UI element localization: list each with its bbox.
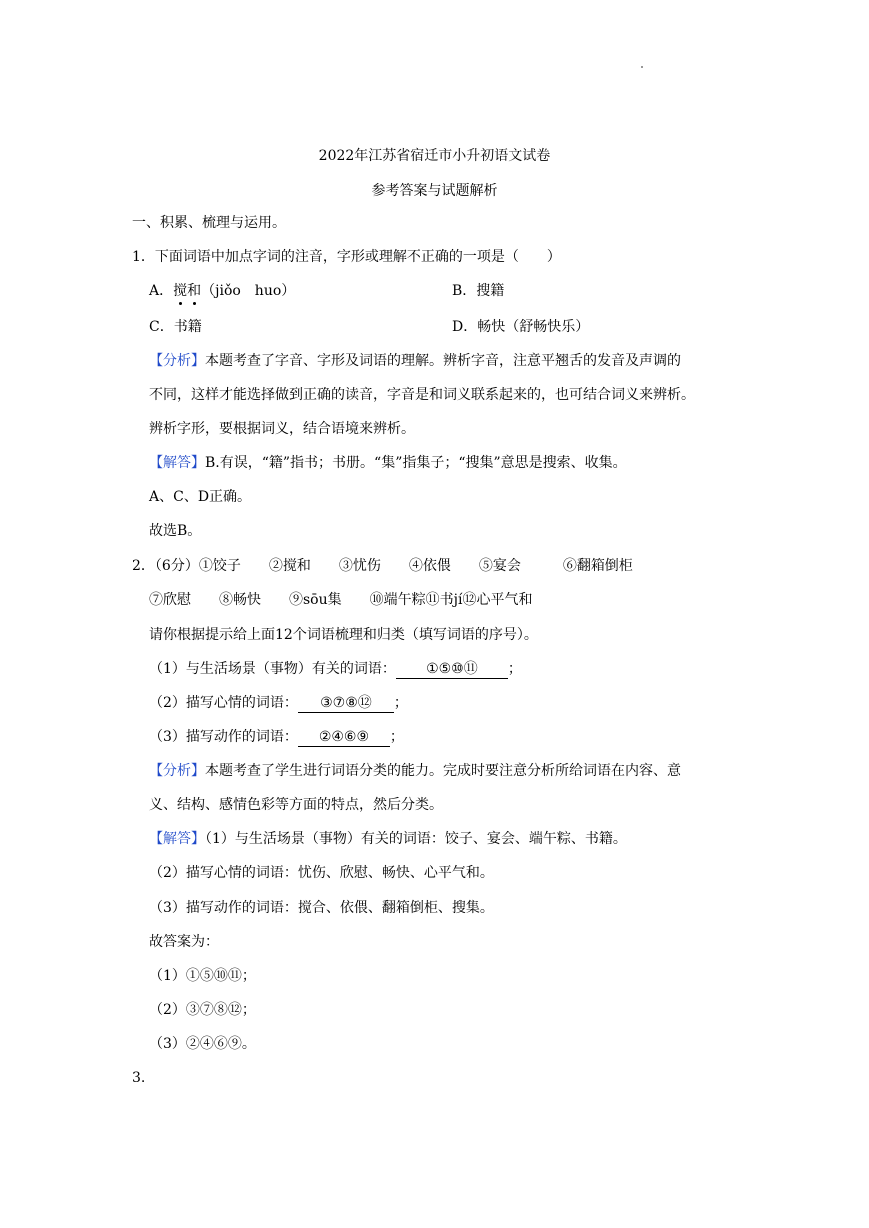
q2-part-1-label: （1）与生活场景（事物）有关的词语： <box>149 661 396 677</box>
header-dot <box>641 66 643 68</box>
q1-option-b: B．搜籍 <box>452 283 505 299</box>
q1-option-d: D．畅快（舒畅快乐） <box>452 319 590 335</box>
q2-stem-line-3: 请你根据提示给上面12个词语梳理和归类（填写词语的序号）。 <box>149 627 538 643</box>
q2-stem-line-2: ⑦欣慰 ⑧畅快 ⑨sōu集 ⑩端午粽⑪书jí⑫心平气和 <box>149 592 533 608</box>
q2-answer-line-2: （2）描写心情的词语：忧伤、欣慰、畅快、心平气和。 <box>149 865 494 881</box>
q1-answer-tag: 【解答】 <box>149 455 205 471</box>
q1-option-a-label: A． <box>149 283 174 299</box>
q2-part-3: （3）描写动作的词语： ②④⑥⑨ ； <box>149 729 404 745</box>
q1-answer-line-1: 【解答】B.有误，“籍”指书；书册。“集”指集子；“搜集”意思是搜索、收集。 <box>149 455 627 471</box>
q1-answer-line-3: 故选B。 <box>149 523 202 539</box>
q2-analysis-line-2: 义、结构、感情色彩等方面的特点，然后分类。 <box>149 797 443 813</box>
q3-number: 3. <box>132 1070 146 1086</box>
q2-answer-tag: 【解答】 <box>149 831 205 847</box>
q2-part-1-answer: ①⑤⑩⑪ <box>396 660 508 679</box>
q2-final-3: （3）②④⑥⑨。 <box>149 1036 256 1052</box>
q2-final-1: （1）①⑤⑩⑪； <box>149 968 256 984</box>
q1-analysis-line-3: 辨析字形，要根据词义，结合语境来辨析。 <box>149 421 415 437</box>
q1-option-a-pinyin: （jiǒo huo） <box>201 283 296 299</box>
q2-part-1: （1）与生活场景（事物）有关的词语： ①⑤⑩⑪ ； <box>149 661 522 677</box>
q2-final-label: 故答案为： <box>149 934 219 950</box>
q2-answer-line-1: 【解答】（1）与生活场景（事物）有关的词语：饺子、宴会、端午粽、书籍。 <box>149 831 627 847</box>
q1-analysis-line-2: 不同，这样才能选择做到正确的读音，字音是和词义联系起来的，也可结合词义来辨析。 <box>149 387 695 403</box>
q1-option-c: C．书籍 <box>149 319 202 335</box>
q2-part-2-answer: ③⑦⑧⑫ <box>298 694 394 713</box>
q2-part-3-answer: ②④⑥⑨ <box>298 728 390 747</box>
q2-part-3-label: （3）描写动作的词语： <box>149 729 298 745</box>
q1-option-a-dotted-char-1: 搅 <box>173 283 188 299</box>
q1-analysis-line-1: 【分析】本题考查了字音、字形及词语的理解。辨析字音，注意平翘舌的发音及声调的 <box>149 353 681 369</box>
q2-analysis-tag: 【分析】 <box>149 763 205 779</box>
q2-final-2: （2）③⑦⑧⑫； <box>149 1002 256 1018</box>
q2-part-2: （2）描写心情的词语： ③⑦⑧⑫ ； <box>149 695 408 711</box>
q1-stem: 1．下面词语中加点字词的注音，字形或理解不正确的一项是（ ） <box>132 249 561 265</box>
q2-analysis-line-1: 【分析】本题考查了学生进行词语分类的能力。完成时要注意分析所给词语在内容、意 <box>149 763 681 779</box>
q2-stem-line-1: 2．（6分）①饺子 ②搅和 ③忧伤 ④依偎 ⑤宴会 ⑥翻箱倒柜 <box>132 558 633 574</box>
q2-part-2-label: （2）描写心情的词语： <box>149 695 298 711</box>
q2-answer-line-3: （3）描写动作的词语：搅合、依偎、翻箱倒柜、搜集。 <box>149 900 494 916</box>
page-subtitle: 参考答案与试题解析 <box>371 183 498 199</box>
section-heading: 一、积累、梳理与运用。 <box>132 215 286 231</box>
q1-option-a-dotted-char-2: 和 <box>187 283 202 299</box>
page-title: 2022年江苏省宿迁市小升初语文试卷 <box>318 148 551 164</box>
q1-answer-line-2: A、C、D正确。 <box>149 489 252 505</box>
q1-option-a <box>149 281 295 301</box>
q1-analysis-tag: 【分析】 <box>149 353 205 369</box>
